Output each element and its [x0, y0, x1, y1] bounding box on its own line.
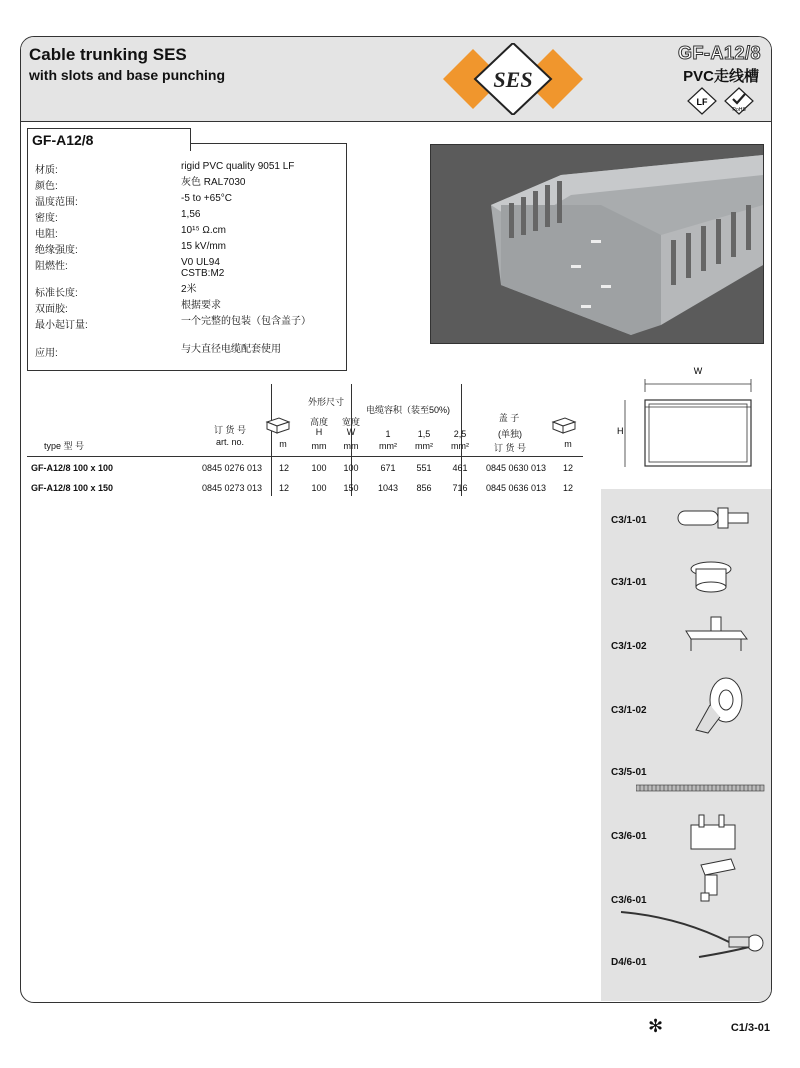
- ses-logo: [443, 43, 583, 115]
- rivet-icon: [676, 503, 756, 538]
- row-type: GF-A12/8 100 x 150: [31, 483, 114, 493]
- header-cap1: 1: [385, 429, 391, 439]
- cutter-icon: [619, 907, 772, 972]
- header-art-no: art. no.: [215, 437, 244, 447]
- holder-icon: [689, 813, 739, 858]
- spec-label: 标准长度:: [35, 288, 78, 299]
- header-width: 宽度: [341, 417, 360, 427]
- header-W: W: [346, 427, 356, 437]
- header-mm2: mm²: [451, 441, 469, 451]
- bushing-icon: [686, 559, 736, 604]
- row-H: 100: [311, 463, 327, 473]
- row-cover-art: 0845 0630 013: [485, 463, 547, 473]
- header-order-no: 订 货 号: [213, 425, 246, 435]
- accessory-code: C3/6-01: [611, 895, 647, 906]
- spec-label: 阻燃性:: [35, 261, 68, 272]
- header-cable-cap: 电缆容积（装至50%): [365, 405, 450, 415]
- accessory-code: C3/1-02: [611, 641, 647, 652]
- bracket-icon: [691, 855, 741, 910]
- spec-label: 密度:: [35, 213, 58, 224]
- badges: [687, 87, 757, 115]
- accessory-code: C3/1-01: [611, 515, 647, 526]
- spec-value: 10¹⁵ Ω.cm: [181, 225, 226, 236]
- header-cover-order: 订 货 号: [493, 443, 526, 453]
- header-cap25: 2,5: [453, 429, 467, 439]
- spec-label: 颜色:: [35, 181, 58, 192]
- row-W: 100: [343, 463, 359, 473]
- row-art: 0845 0273 013: [201, 483, 263, 493]
- row-cover-m: 12: [562, 463, 573, 473]
- w-label: W: [693, 366, 703, 376]
- row-c15: 551: [416, 463, 432, 473]
- spec-label: 双面胶:: [35, 304, 68, 315]
- clip-icon: [681, 611, 751, 661]
- logo-text: SES: [493, 67, 533, 92]
- spec-value: rigid PVC quality 9051 LF: [181, 161, 295, 172]
- snow-symbol: ✻: [648, 1016, 664, 1036]
- row-c25: 716: [452, 483, 468, 493]
- accessory-code: D4/6-01: [611, 957, 647, 968]
- spec-label: 电阻:: [35, 229, 58, 240]
- row-c1: 671: [380, 463, 396, 473]
- header-separate: (单独): [498, 429, 522, 439]
- chain-strip-icon: [636, 779, 766, 797]
- header-height: 高度: [309, 417, 328, 427]
- box-icon: [265, 416, 291, 439]
- spec-label: 应用:: [35, 348, 58, 359]
- spec-value: 15 kV/mm: [181, 241, 227, 252]
- accessory-code: C3/6-01: [611, 831, 647, 842]
- header-m: m: [564, 439, 572, 449]
- spec-value: 根据要求: [181, 300, 221, 311]
- row-type: GF-A12/8 100 x 100: [31, 463, 114, 473]
- row-W: 150: [343, 483, 359, 493]
- header-m: m: [279, 439, 287, 449]
- accessory-code: C3/5-01: [611, 767, 647, 778]
- header: [21, 37, 771, 122]
- spec-value: V0 UL94: [181, 257, 220, 268]
- page-code: C1/3-01: [730, 1022, 770, 1034]
- row-c15: 856: [416, 483, 432, 493]
- row-H: 100: [311, 483, 327, 493]
- table-divider: [271, 384, 272, 496]
- header-mm: mm: [343, 441, 359, 451]
- spec-value: 一个完整的包装（包含盖子）: [181, 316, 311, 327]
- header-type: type 型 号: [43, 441, 84, 451]
- spec-label: 最小起订量:: [35, 320, 88, 331]
- spec-value: 2米: [181, 284, 197, 295]
- row-cover-m: 12: [562, 483, 573, 493]
- row-m: 12: [278, 463, 289, 473]
- spec-label: 温度范围:: [35, 197, 78, 208]
- spec-value: 与大直径电缆配套使用: [181, 344, 281, 355]
- accessory-code: C3/1-01: [611, 577, 647, 588]
- row-m: 12: [278, 483, 289, 493]
- spec-value: 灰色 RAL7030: [181, 177, 246, 188]
- header-cap15: 1,5: [417, 429, 431, 439]
- spec-title: GF-A12/8: [27, 128, 191, 151]
- page-frame: [20, 36, 772, 1003]
- product-subtitle: PVC走线槽: [683, 68, 759, 85]
- spec-label: 绝缘强度:: [35, 245, 78, 256]
- row-c1: 1043: [377, 483, 399, 493]
- table-rule: [27, 456, 583, 457]
- header-H: H: [315, 427, 323, 437]
- header-mm2: mm²: [379, 441, 397, 451]
- header-mm: mm: [311, 441, 327, 451]
- spec-value: 1,56: [181, 209, 201, 220]
- subtitle-line: with slots and base punching: [29, 67, 226, 83]
- header-outer-dim: 外形尺寸: [307, 397, 344, 407]
- header-mm2: mm²: [415, 441, 433, 451]
- cross-section-diagram: [611, 362, 761, 472]
- box-icon: [551, 416, 577, 439]
- row-cover-art: 0845 0636 013: [485, 483, 547, 493]
- lf-badge: LF: [696, 97, 708, 107]
- table-divider: [461, 384, 462, 496]
- product-code: GF-A12/8: [677, 43, 761, 63]
- rohs-badge: RoHS: [732, 107, 746, 113]
- title: Cable trunking SES: [29, 45, 187, 64]
- accessory-code: C3/1-02: [611, 705, 647, 716]
- header-cover: 盖 子: [498, 413, 520, 423]
- h-label: H: [617, 426, 624, 436]
- spec-label: 材质:: [35, 165, 58, 176]
- tape-roll-icon: [686, 675, 746, 740]
- row-art: 0845 0276 013: [201, 463, 263, 473]
- spec-value: CSTB:M2: [181, 268, 225, 279]
- product-photo: [430, 144, 764, 344]
- spec-value: -5 to +65°C: [181, 193, 232, 204]
- row-c25: 461: [452, 463, 468, 473]
